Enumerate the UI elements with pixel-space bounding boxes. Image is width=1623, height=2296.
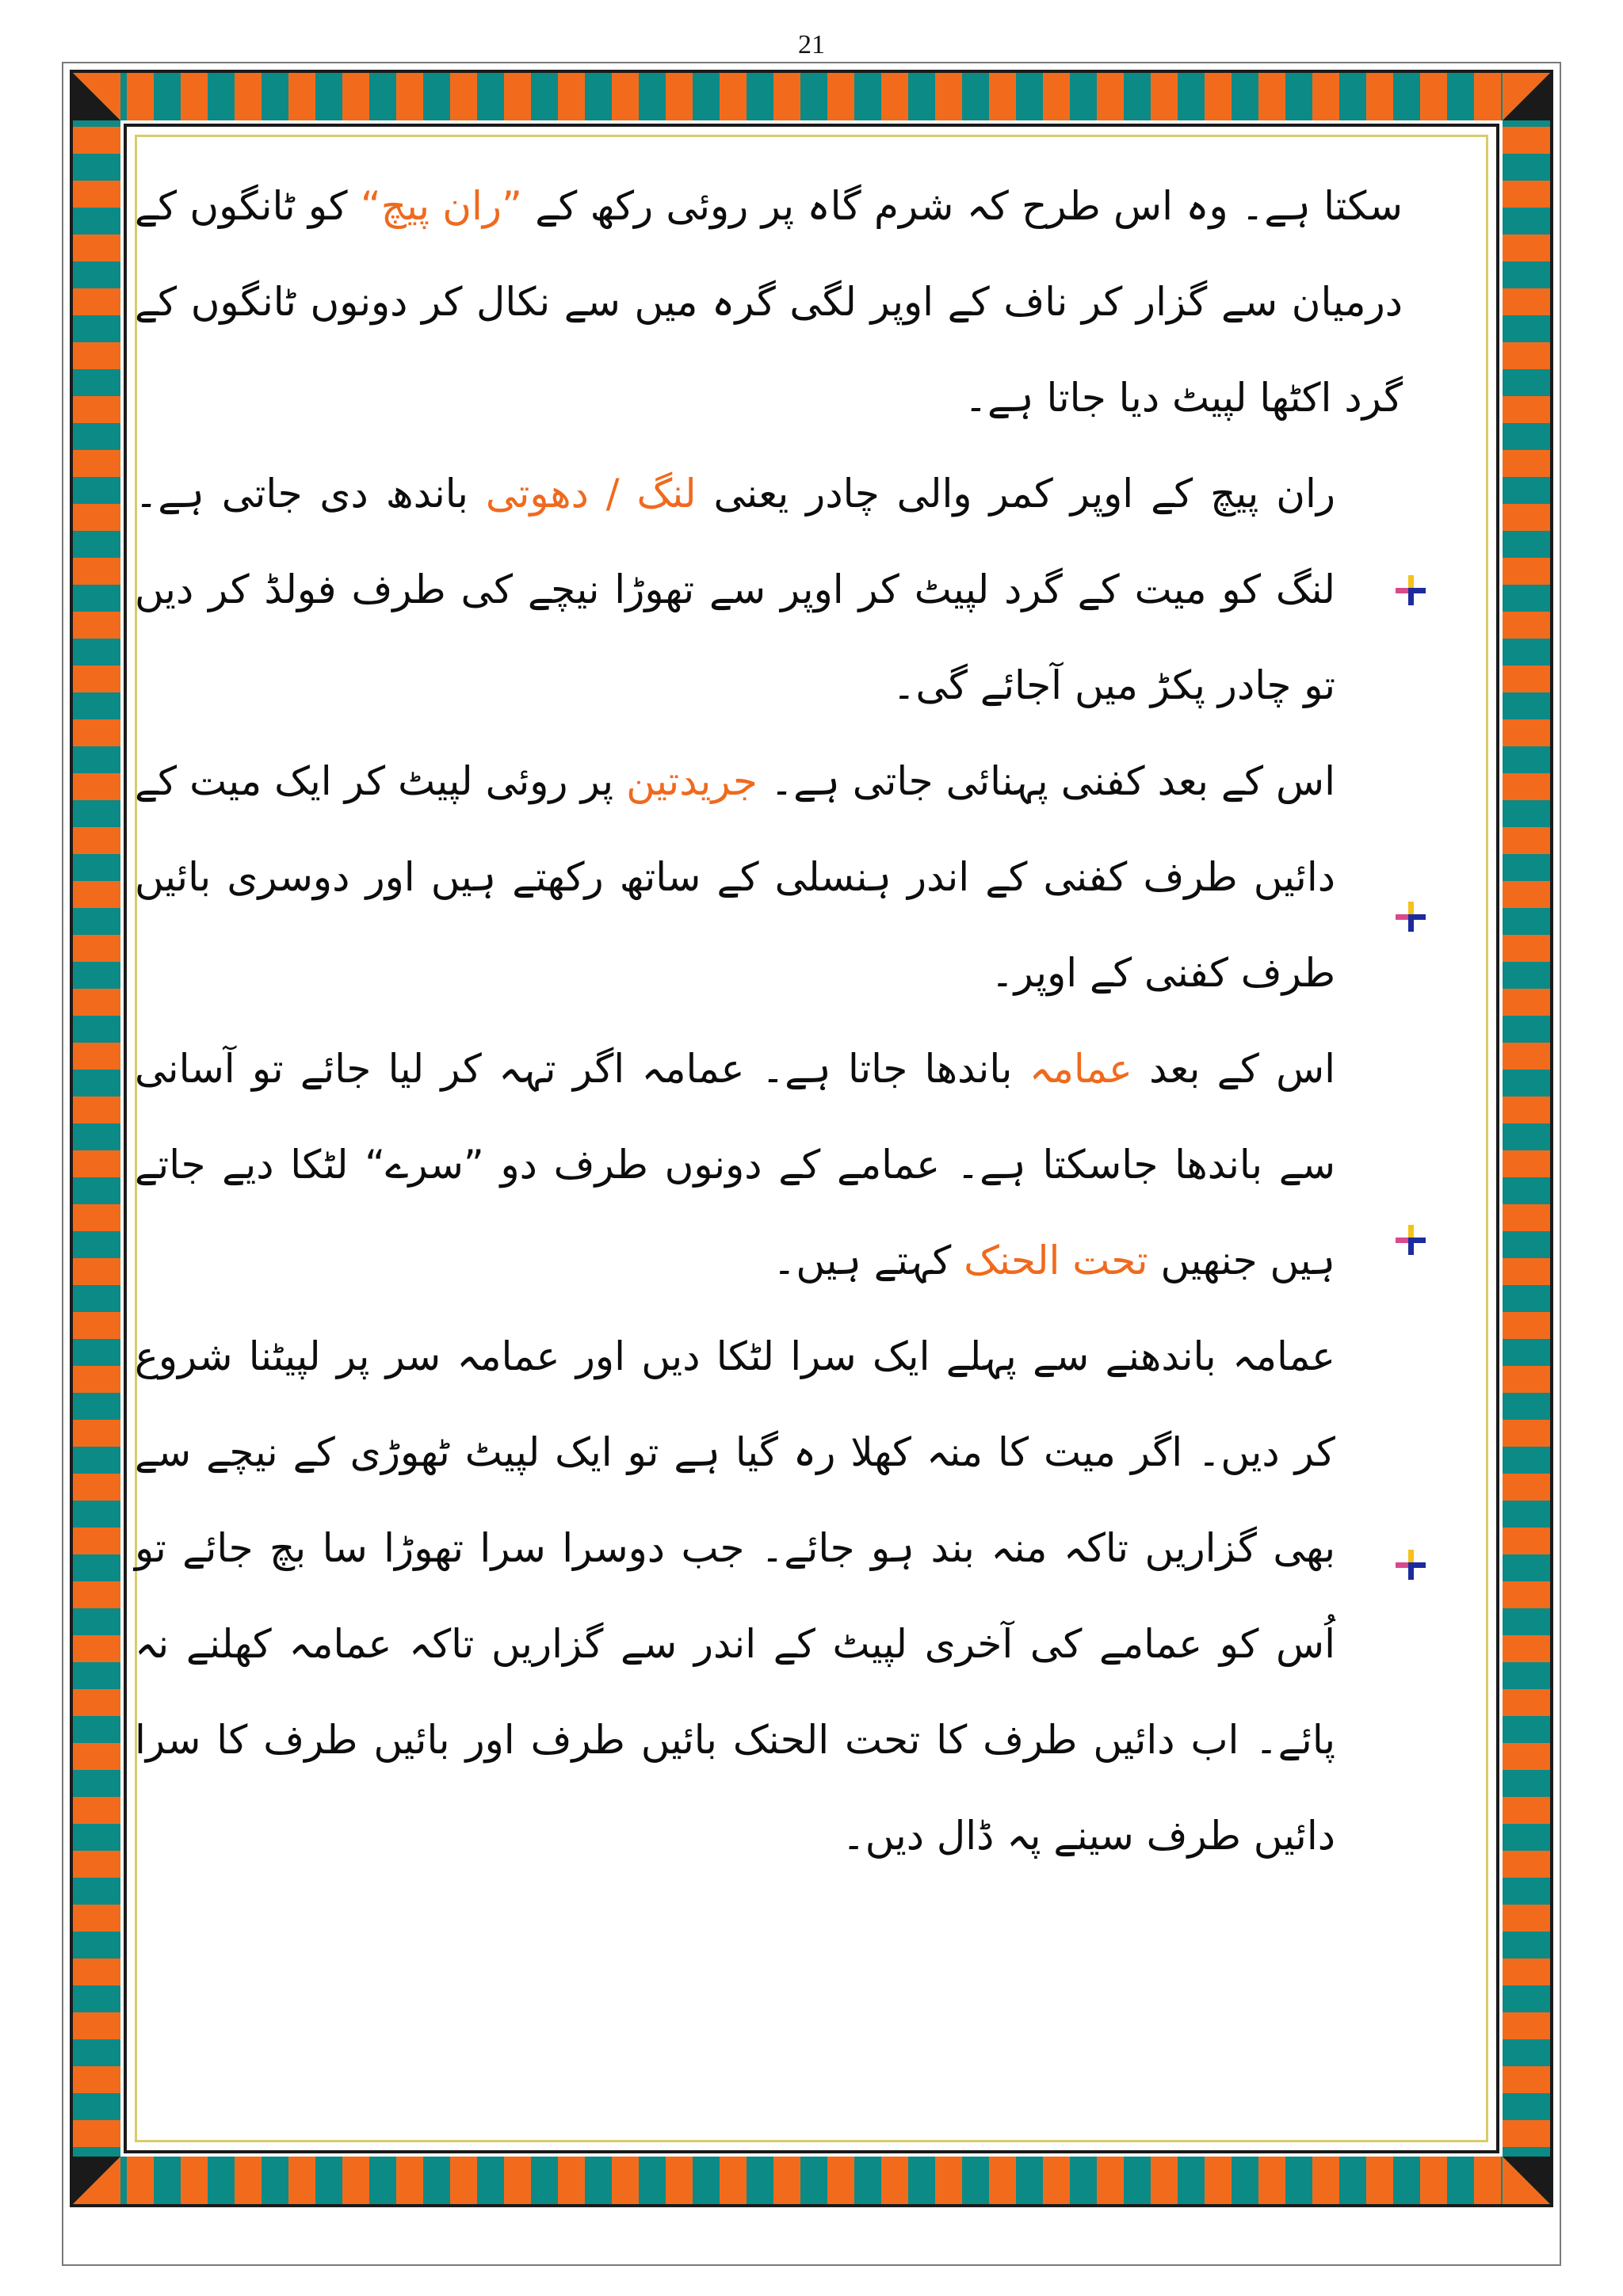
bullet-plus-icon	[1392, 1222, 1429, 1258]
bullet-plus-icon	[1392, 572, 1429, 608]
border-top-stripes	[73, 73, 1550, 120]
corner-top-right	[1503, 73, 1550, 120]
highlight-term: جریدتین	[626, 758, 758, 804]
bullet-plus-icon	[1392, 1547, 1429, 1583]
text-run: کو ٹانگوں کے درمیان سے گزار کر ناف کے اوپر لگی گرہ میں سے نکال کر دونوں ٹانگوں کے گرد اکٹھا لپیٹ دیا جاتا ہے۔	[135, 183, 1403, 421]
border-bottom-stripes	[73, 2157, 1550, 2204]
text-run: اس کے بعد کفنی پہنائی جاتی ہے۔	[757, 758, 1335, 804]
paragraph-5	[135, 1309, 1403, 1884]
highlight-term: لنگ / دھوتی	[485, 471, 697, 517]
document-body	[135, 158, 1403, 1884]
page-number: 21	[798, 30, 825, 59]
text-run: کہتے ہیں۔	[773, 1238, 964, 1283]
corner-top-left	[73, 73, 120, 120]
paragraph-3	[135, 734, 1403, 1021]
text-run: پر روئی لپیٹ کر ایک میت کے دائیں طرف کفنی کے اندر ہنسلی کے ساتھ رکھتے ہیں اور دوسری بائیں طرف کفنی کے اوپر۔	[135, 758, 1335, 996]
paragraph-2	[135, 446, 1403, 734]
text-run: عمامہ باندھنے سے پہلے ایک سرا لٹکا دیں اور عمامہ سر پر لپیٹنا شروع کر دیں۔ اگر میت کا منہ کھلا رہ گیا ہے تو ایک لپیٹ ٹھوڑی کے نیچے سے بھی گزاریں تاکہ منہ بند ہو جائے۔ جب دوسرا سرا تھوڑا سا بچ جائے تو اُس کو عمامے کی آخری لپیٹ کے اندر سے گزاریں تاکہ عمامہ کھلنے نہ پائے۔ اب دائیں طرف کا تحت الحنک بائیں طرف اور بائیں طرف کا سرا دائیں طرف سینے پہ ڈال دیں۔	[135, 1333, 1335, 1859]
text-run: باندھا جاتا ہے۔ عمامہ اگر تہہ کر لیا جائے تو آسانی سے باندھا جاسکتا ہے۔ عمامے کے دونوں طرف دو ”سرے“ لٹکا دیے جاتے ہیں جنھیں	[135, 1046, 1335, 1283]
border-left-stripes	[73, 73, 120, 2204]
text-run: باندھ دی جاتی ہے۔ لنگ کو میت کے گرد لپیٹ کر اوپر سے تھوڑا نیچے کی طرف فولڈ کر دیں تو چادر پکڑ میں آجائے گی۔	[135, 471, 1335, 708]
border-right-stripes	[1503, 73, 1550, 2204]
text-run: ران پیچ کے اوپر کمر والی چادر یعنی	[696, 471, 1335, 517]
text-run: سکتا ہے۔ وہ اس طرح کہ شرم گاہ پر روئی رکھ کے	[521, 183, 1403, 229]
corner-bottom-right	[1503, 2157, 1550, 2204]
highlight-term: تحت الحنک	[964, 1238, 1148, 1283]
paragraph-1	[135, 158, 1403, 446]
highlight-term: ”ران پیچ“	[360, 183, 522, 229]
corner-bottom-left	[73, 2157, 120, 2204]
paragraph-4	[135, 1021, 1403, 1309]
text-run: اس کے بعد	[1132, 1046, 1335, 1092]
bullet-plus-icon	[1392, 898, 1429, 935]
highlight-term: عمامہ	[1029, 1046, 1132, 1092]
